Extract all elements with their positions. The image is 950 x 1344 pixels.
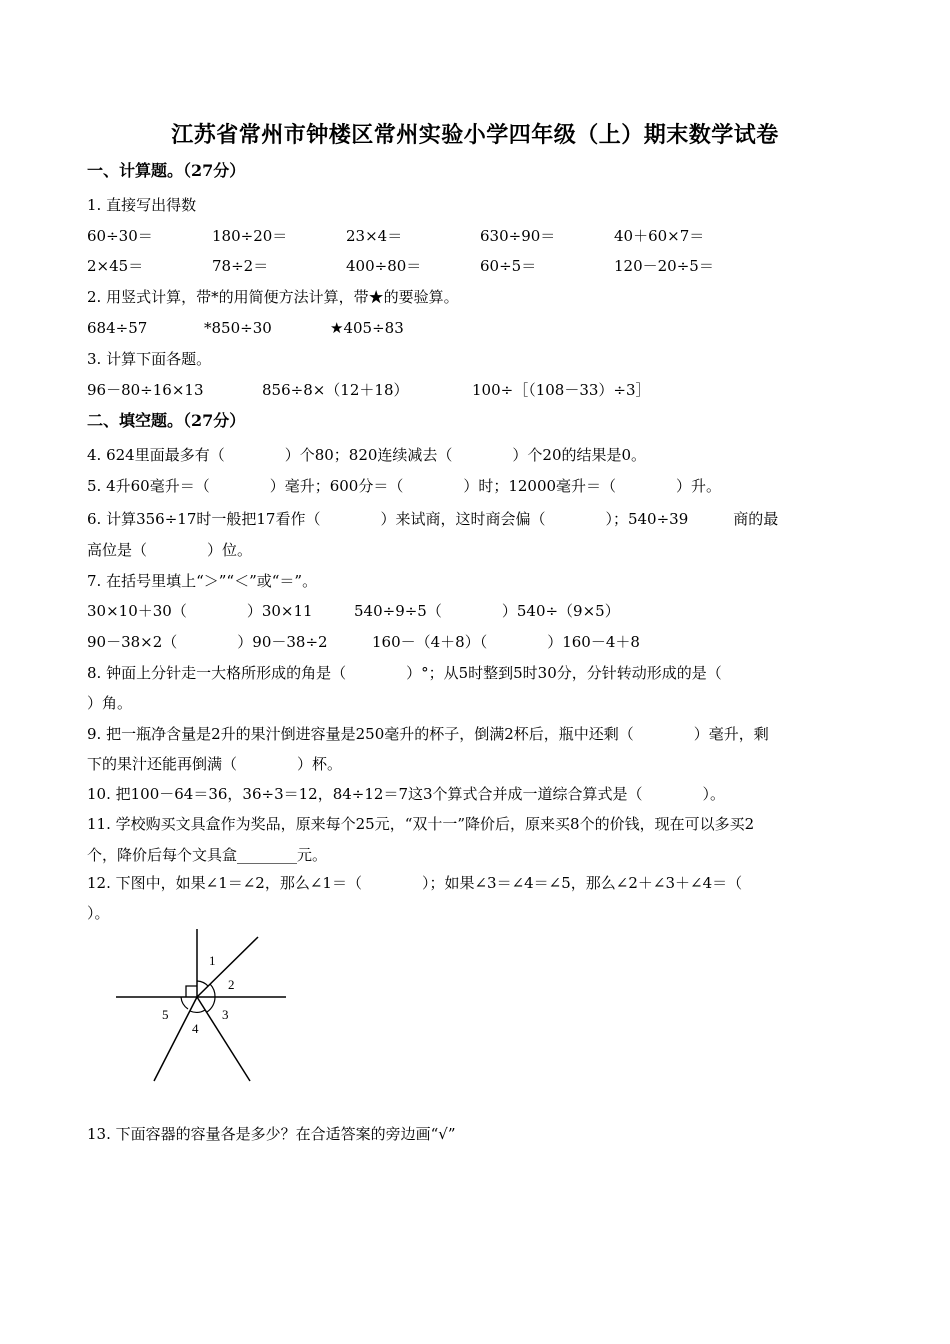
q1-item: 60÷30＝ [87,227,153,245]
angle-label-3: 3 [222,1007,229,1022]
q3-item: 96－80÷16×13 [87,381,204,399]
question-2-prompt: 2. 用竖式计算，带*的用简便方法计算，带★的要验算。 [87,288,459,306]
q1-item: 40＋60×7＝ [614,227,705,245]
angle-1-arc [197,981,208,986]
question-13: 13. 下面容器的容量各是多少？在合适答案的旁边画“√” [87,1125,456,1143]
q2-item: 684÷57 [87,319,148,337]
angle-figure [112,925,292,1085]
question-11-line2: 个，降价后每个文具盒________元。 [87,846,328,864]
angle-3-arc [207,997,215,1012]
question-9-line2: 下的果汁还能再倒满（ ）杯。 [87,755,343,773]
question-9-line1: 9. 把一瓶净含量是2升的果汁倒进容量是250毫升的杯子，倒满2杯后，瓶中还剩（ ）毫升，剩 [87,725,769,743]
q1-item: 2×45＝ [87,257,144,275]
q7-item: 30×10＋30（ ）30×11 [87,602,313,620]
question-8-line2: ）角。 [87,694,133,712]
question-12-line2: ）。 [87,904,110,922]
q1-item: 120－20÷5＝ [614,257,714,275]
q2-item: ★405÷83 [330,319,404,337]
q3-item: 856÷8×（12＋18） [262,381,409,399]
question-10: 10. 把100－64＝36，36÷3＝12，84÷12＝7这3个算式合并成一道综合算式是（ ）。 [87,785,726,803]
q2-item: *850÷30 [204,319,272,337]
angle-label-4: 4 [192,1021,199,1036]
question-8-line1: 8. 钟面上分针走一大格所形成的角是（ ）°；从5时整到5时30分，分针转动形成的是（ [87,664,722,682]
right-angle-mark [186,986,197,997]
q1-item: 400÷80＝ [346,257,422,275]
question-4: 4. 624里面最多有（ ）个80；820连续减去（ ）个20的结果是0。 [87,446,647,464]
question-5: 5. 4升60毫升＝（ ）毫升；600分＝（ ）时；12000毫升＝（ ）升。 [87,477,722,495]
q1-item: 23×4＝ [346,227,403,245]
angle-5-arc [181,997,188,1009]
question-11-line1: 11. 学校购买文具盒作为奖品，原来每个25元，“双十一”降价后，原来买8个的价钱，现在可以多买2 [87,815,755,833]
q7-item: 90－38×2（ ）90－38÷2 [87,633,328,651]
q1-item: 78÷2＝ [212,257,269,275]
page-title: 江苏省常州市钟楼区常州实验小学四年级（上）期末数学试卷 [171,122,779,148]
angle-label-2: 2 [228,977,235,992]
q1-item: 630÷90＝ [480,227,556,245]
q1-item: 180÷20＝ [212,227,288,245]
q7-item: 160－（4＋8）（ ）160－4＋8 [372,633,640,651]
angle-label-5: 5 [162,1007,169,1022]
question-6-line1: 6. 计算356÷17时一般把17看作（ ）来试商，这时商会偏（ ）；540÷39 商的最 [87,510,779,528]
question-12-line1: 12. 下图中，如果∠1＝∠2，那么∠1＝（ ）；如果∠3＝∠4＝∠5，那么∠2＋∠3＋∠4＝（ [87,874,743,892]
q3-item: 100÷［（108－33）÷3］ [472,381,651,399]
question-6-line2: 高位是（ ）位。 [87,541,253,559]
section-heading-calculation: 一、计算题。（27分） [87,161,246,180]
angle-2-arc [210,984,215,997]
question-1-prompt: 1. 直接写出得数 [87,196,197,214]
section-heading-fill-in: 二、填空题。（27分） [87,411,246,430]
q1-item: 60÷5＝ [480,257,537,275]
angle-label-1: 1 [209,953,216,968]
q7-item: 540÷9÷5（ ）540÷（9×5） [354,602,620,620]
question-7-prompt: 7. 在括号里填上“＞”“＜”或“＝”。 [87,572,318,590]
angle-4-arc [190,1010,205,1012]
question-3-prompt: 3. 计算下面各题。 [87,350,212,368]
lower-left-ray [154,997,197,1081]
